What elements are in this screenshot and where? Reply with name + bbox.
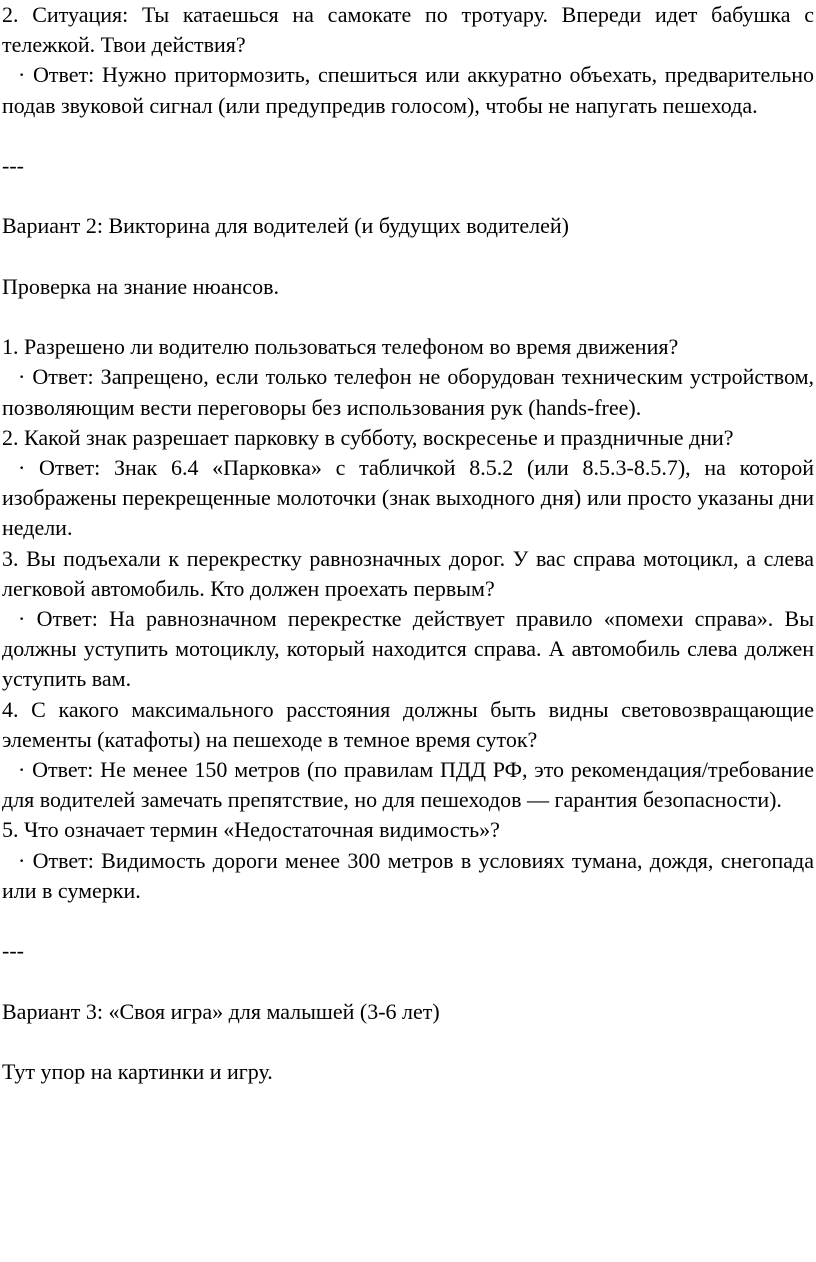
quiz-answer-4: · Ответ: Не менее 150 метров (по правилам ПДД РФ, это рекомендация/требование для водителей замечать препятствие, но для пешеходов — гарантия безопасности). [2, 757, 814, 813]
blank-line [2, 181, 814, 211]
blank-line [2, 242, 814, 272]
quiz-answer-5: · Ответ: Видимость дороги менее 300 метров в условиях тумана, дождя, снегопада или в сумерки. [2, 847, 814, 903]
variant-3-intro: Тут упор на картинки и игру. [2, 1059, 273, 1084]
quiz-question-2: 2. Какой знак разрешает парковку в субботу, воскресенье и праздничные дни? [2, 424, 734, 450]
quiz-question-3: 3. Вы подъехали к перекрестку равнозначных дорог. У вас справа мотоцикл, а слева легковой автомобиль. Кто должен проехать первым? [2, 545, 814, 601]
separator-2: --- [2, 938, 24, 964]
situation-2-question: 2. Ситуация: Ты катаешься на самокате по тротуару. Впереди идет бабушка с тележкой. Твои действия? [2, 2, 814, 58]
separator-1: --- [2, 153, 24, 178]
quiz-question-5: 5. Что означает термин «Недостаточная видимость»? [2, 817, 500, 843]
blank-line [2, 906, 814, 936]
variant-2-heading: Вариант 2: Викторина для водителей (и будущих водителей) [2, 213, 569, 239]
variant-3-heading: Вариант 3: «Своя игра» для малышей (3-6 лет) [2, 998, 440, 1024]
blank-line [2, 1027, 814, 1057]
blank-line [2, 121, 814, 151]
blank-line [2, 966, 814, 996]
quiz-question-1: 1. Разрешено ли водителю пользоваться телефоном во время движения? [2, 334, 679, 360]
quiz-answer-3: · Ответ: На равнозначном перекрестке действует правило «помехи справа». Вы должны уступить мотоциклу, который находится справа. А автомобиль слева должен уступить вам. [2, 606, 814, 692]
quiz-answer-1: · Ответ: Запрещено, если только телефон не оборудован техническим устройством, позволяющим вести переговоры без использования рук (hands-free). [2, 364, 814, 420]
situation-2-answer: · Ответ: Нужно притормозить, спешиться или аккуратно объехать, предварительно подав звуковой сигнал (или предупредив голосом), чтобы не напугать пешехода. [2, 62, 814, 118]
quiz-answer-2: · Ответ: Знак 6.4 «Парковка» с табличкой 8.5.2 (или 8.5.3-8.5.7), на которой изображены перекрещенные молоточки (знак выходного дня) или просто указаны дни недели. [2, 454, 814, 541]
variant-2-intro: Проверка на знание нюансов. [2, 273, 280, 299]
quiz-question-4: 4. С какого максимального расстояния должны быть видны световозвращающие элементы (катафоты) на пешеходе в темное время суток? [2, 696, 814, 752]
blank-line [2, 302, 814, 332]
